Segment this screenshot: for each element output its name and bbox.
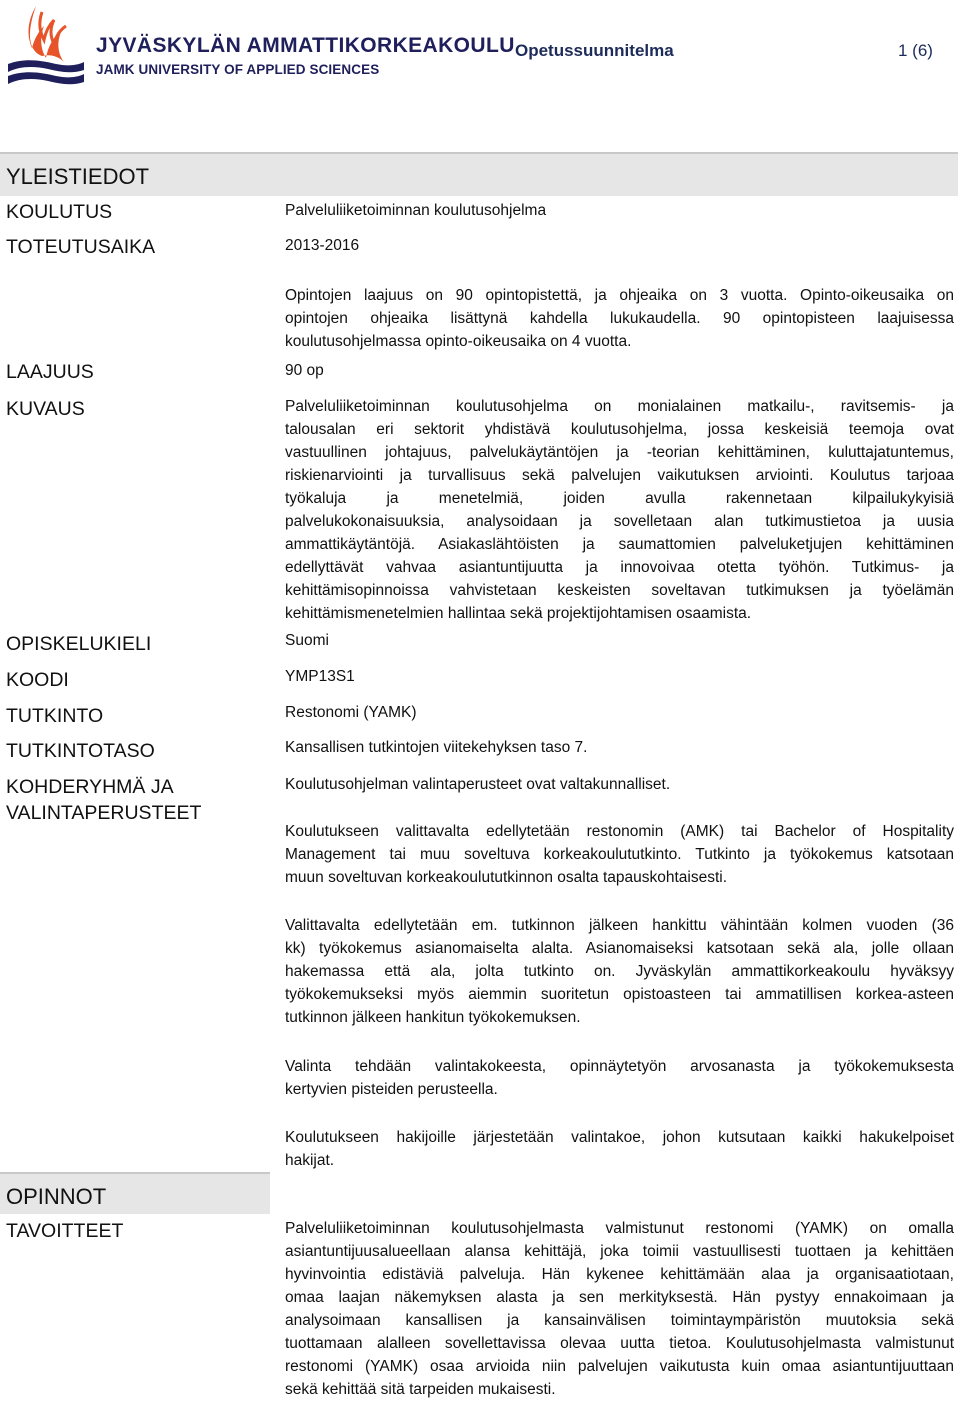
opiskelukieli-value: Suomi: [285, 632, 329, 649]
kuvaus-text: [285, 395, 954, 625]
toteutusaika-label: TOTEUTUSAIKA: [6, 236, 156, 258]
text-line: Opintojen laajuus on 90 opintopistettä, ja ohjeaika on 3 vuotta. Opinto-oikeusaika on: [285, 287, 954, 304]
text-line: tuottamaan alalleen sovellettavissa olevaa uutta tietoa. Koulutusohjelmasta valmistunut: [285, 1335, 954, 1352]
text-line: työkokemukseksi myös aiemmin suoritetun opistoasteen tai ammatillisen korkea-asteen: [285, 986, 954, 1003]
text-line: omaa laajan näkemyksen alasta ja sen merkityksestä. Hän pystyy ennakoimaan ja: [285, 1289, 954, 1306]
text-line: koulutusohjelmassa opinto-oikeusaika on 4 vuotta.: [285, 333, 632, 350]
koulutus-value: Palveluliiketoiminnan koulutusohjelma: [285, 202, 547, 219]
tutkinto-value: Restonomi (YAMK): [285, 704, 417, 721]
tutkintotaso-value: Kansallisen tutkintojen viitekehyksen taso 7.: [285, 739, 588, 756]
text-line: Koulutukseen hakijoille järjestetään valintakoe, johon kutsutaan kaikki hakukelpoiset: [285, 1129, 954, 1146]
text-line: hakemassa että ala, jolta tutkinto on. Jyväskylän ammattikorkeakoulu hyväksyy: [285, 963, 954, 980]
text-line: kk) työkokemus asianomaiselta alalta. Asianomaiseksi katsotaan sekä ala, jolle ollaan: [285, 940, 954, 957]
text-line: muun soveltuvan korkeakoulututkinnon osalta tapauskohtaisesti.: [285, 869, 728, 886]
laajuus-label: LAAJUUS: [6, 361, 94, 383]
laajuus-value: 90 op: [285, 362, 324, 379]
text-line: opintojen ohjeaika lisättynä kahdella lukukaudella. 90 opintopisteen laajuisessa: [285, 310, 954, 327]
kohderyhma-p4: [285, 1055, 954, 1101]
kohderyhma-p3: [285, 914, 954, 1029]
text-line: Palveluliiketoiminnan koulutusohjelmasta valmistunut restonomi (YAMK) on omalla: [285, 1220, 954, 1237]
text-line: työkaluja ja menetelmiä, joiden avulla rakennetaan kilpailukykyisiä: [285, 490, 954, 507]
kohderyhma-p5: [285, 1126, 954, 1172]
koodi-label: KOODI: [6, 669, 69, 691]
jamk-emblem-icon: [6, 2, 86, 92]
document-title: Opetussuunnitelma: [515, 41, 674, 60]
kohderyhma-p2: [285, 820, 954, 889]
tutkinto-label: TUTKINTO: [6, 705, 104, 727]
text-line: sekä kehittää sitä tarpeiden mukaisesti.: [285, 1381, 556, 1398]
section-title: YLEISTIEDOT: [6, 164, 150, 189]
logo-subtitle: JAMK UNIVERSITY OF APPLIED SCIENCES: [96, 62, 380, 77]
tavoitteet-text: [285, 1217, 954, 1401]
text-line: analysoimaan kansallisen ja kansainvälisen toimintaympäristön muutoksia sekä: [285, 1312, 954, 1329]
kohderyhma-p1: [285, 773, 954, 796]
text-line: edellyttävät vahvaa asiantuntijuutta ja innovoivaa otetta työhön. Tutkimus- ja: [285, 559, 954, 576]
text-line: Valinta tehdään valintakokeesta, opinnäytetyön arvosanasta ja työkokemuksesta: [285, 1058, 954, 1075]
text-line: Palveluliiketoiminnan koulutusohjelma on monialainen matkailu-, ravitsemis- ja: [285, 398, 954, 415]
koulutus-label: KOULUTUS: [6, 201, 113, 223]
text-line: vastuullinen johtajuus, palvelukäytäntöjen ja -teorian kehittäminen, kuluttajatuntemus,: [285, 444, 954, 461]
text-line: ammattikäytäntöjä. Asiakaslähtöisten ja saumattomien palveluketjujen kehittäminen: [285, 536, 954, 553]
kuvaus-label: KUVAUS: [6, 398, 85, 420]
text-line: Koulutusohjelman valintaperusteet ovat valtakunnalliset.: [285, 776, 671, 793]
laajuus-note: [285, 284, 954, 353]
tutkintotaso-label: TUTKINTOTASO: [6, 740, 155, 762]
section-opinnot: [0, 1172, 270, 1214]
text-line: Management tai muu soveltuva korkeakoulututkinto. Tutkinto ja työkokemus katsotaan: [285, 846, 954, 863]
text-line: kertyvien pisteiden perusteella.: [285, 1081, 498, 1098]
kohderyhma-label: [6, 774, 201, 826]
section-yleistiedot: [0, 152, 958, 196]
text-line: talousalan eri sektorit yhdistävä koulutusohjelma, jossa keskeisiä teemoja ovat: [285, 421, 954, 438]
opiskelukieli-label: OPISKELUKIELI: [6, 633, 152, 655]
label-line: KOHDERYHMÄ JA: [6, 776, 174, 798]
jamk-logo: [6, 2, 515, 92]
text-line: asiantuntijuusalueellaan alansa kehittäjä, joka toimii vastuullisesti tuottaen ja kehittäen: [285, 1243, 954, 1260]
text-line: kehittämisopinnoissa vahvistetaan keskeisten soveltavan tutkimuksen ja työelämän: [285, 582, 954, 599]
text-line: hyvinvointia edistäviä palveluja. Hän kykenee kehittämään alaa ja organisaatiotaan,: [285, 1266, 954, 1283]
koodi-value: YMP13S1: [285, 668, 355, 685]
text-line: restonomi (YAMK) osaa arvioida niin palvelujen vaikutusta kuin omaa asiantuntijuuttaan: [285, 1358, 954, 1375]
tavoitteet-label: TAVOITTEET: [6, 1220, 124, 1242]
section-title: OPINNOT: [6, 1184, 107, 1209]
text-line: Koulutukseen valittavalta edellytetään restonomin (AMK) tai Bachelor of Hospitality: [285, 823, 954, 840]
text-line: tutkinnon jälkeen hankitun työkokemuksen.: [285, 1009, 581, 1026]
logo-wordmark: JYVÄSKYLÄN AMMATTIKORKEAKOULU: [96, 34, 515, 57]
page-number: 1 (6): [898, 41, 933, 60]
text-line: Valittavalta edellytetään em. tutkinnon jälkeen hankittu vähintään kolmen vuoden (36: [285, 917, 954, 934]
text-line: riskienarviointi ja turvallisuus sekä palvelujen vaikutuksen arviointi. Koulutus tarjoaa: [285, 467, 954, 484]
text-line: palvelukokonaisuuksia, analysoidaan ja sovelletaan alan tutkimustietoa ja uusia: [285, 513, 954, 530]
text-line: kehittämismenetelmien hallintaa sekä projektijohtamisen osaamista.: [285, 605, 752, 622]
text-line: hakijat.: [285, 1152, 335, 1169]
toteutusaika-value: 2013-2016: [285, 237, 360, 254]
label-line: VALINTAPERUSTEET: [6, 802, 202, 824]
